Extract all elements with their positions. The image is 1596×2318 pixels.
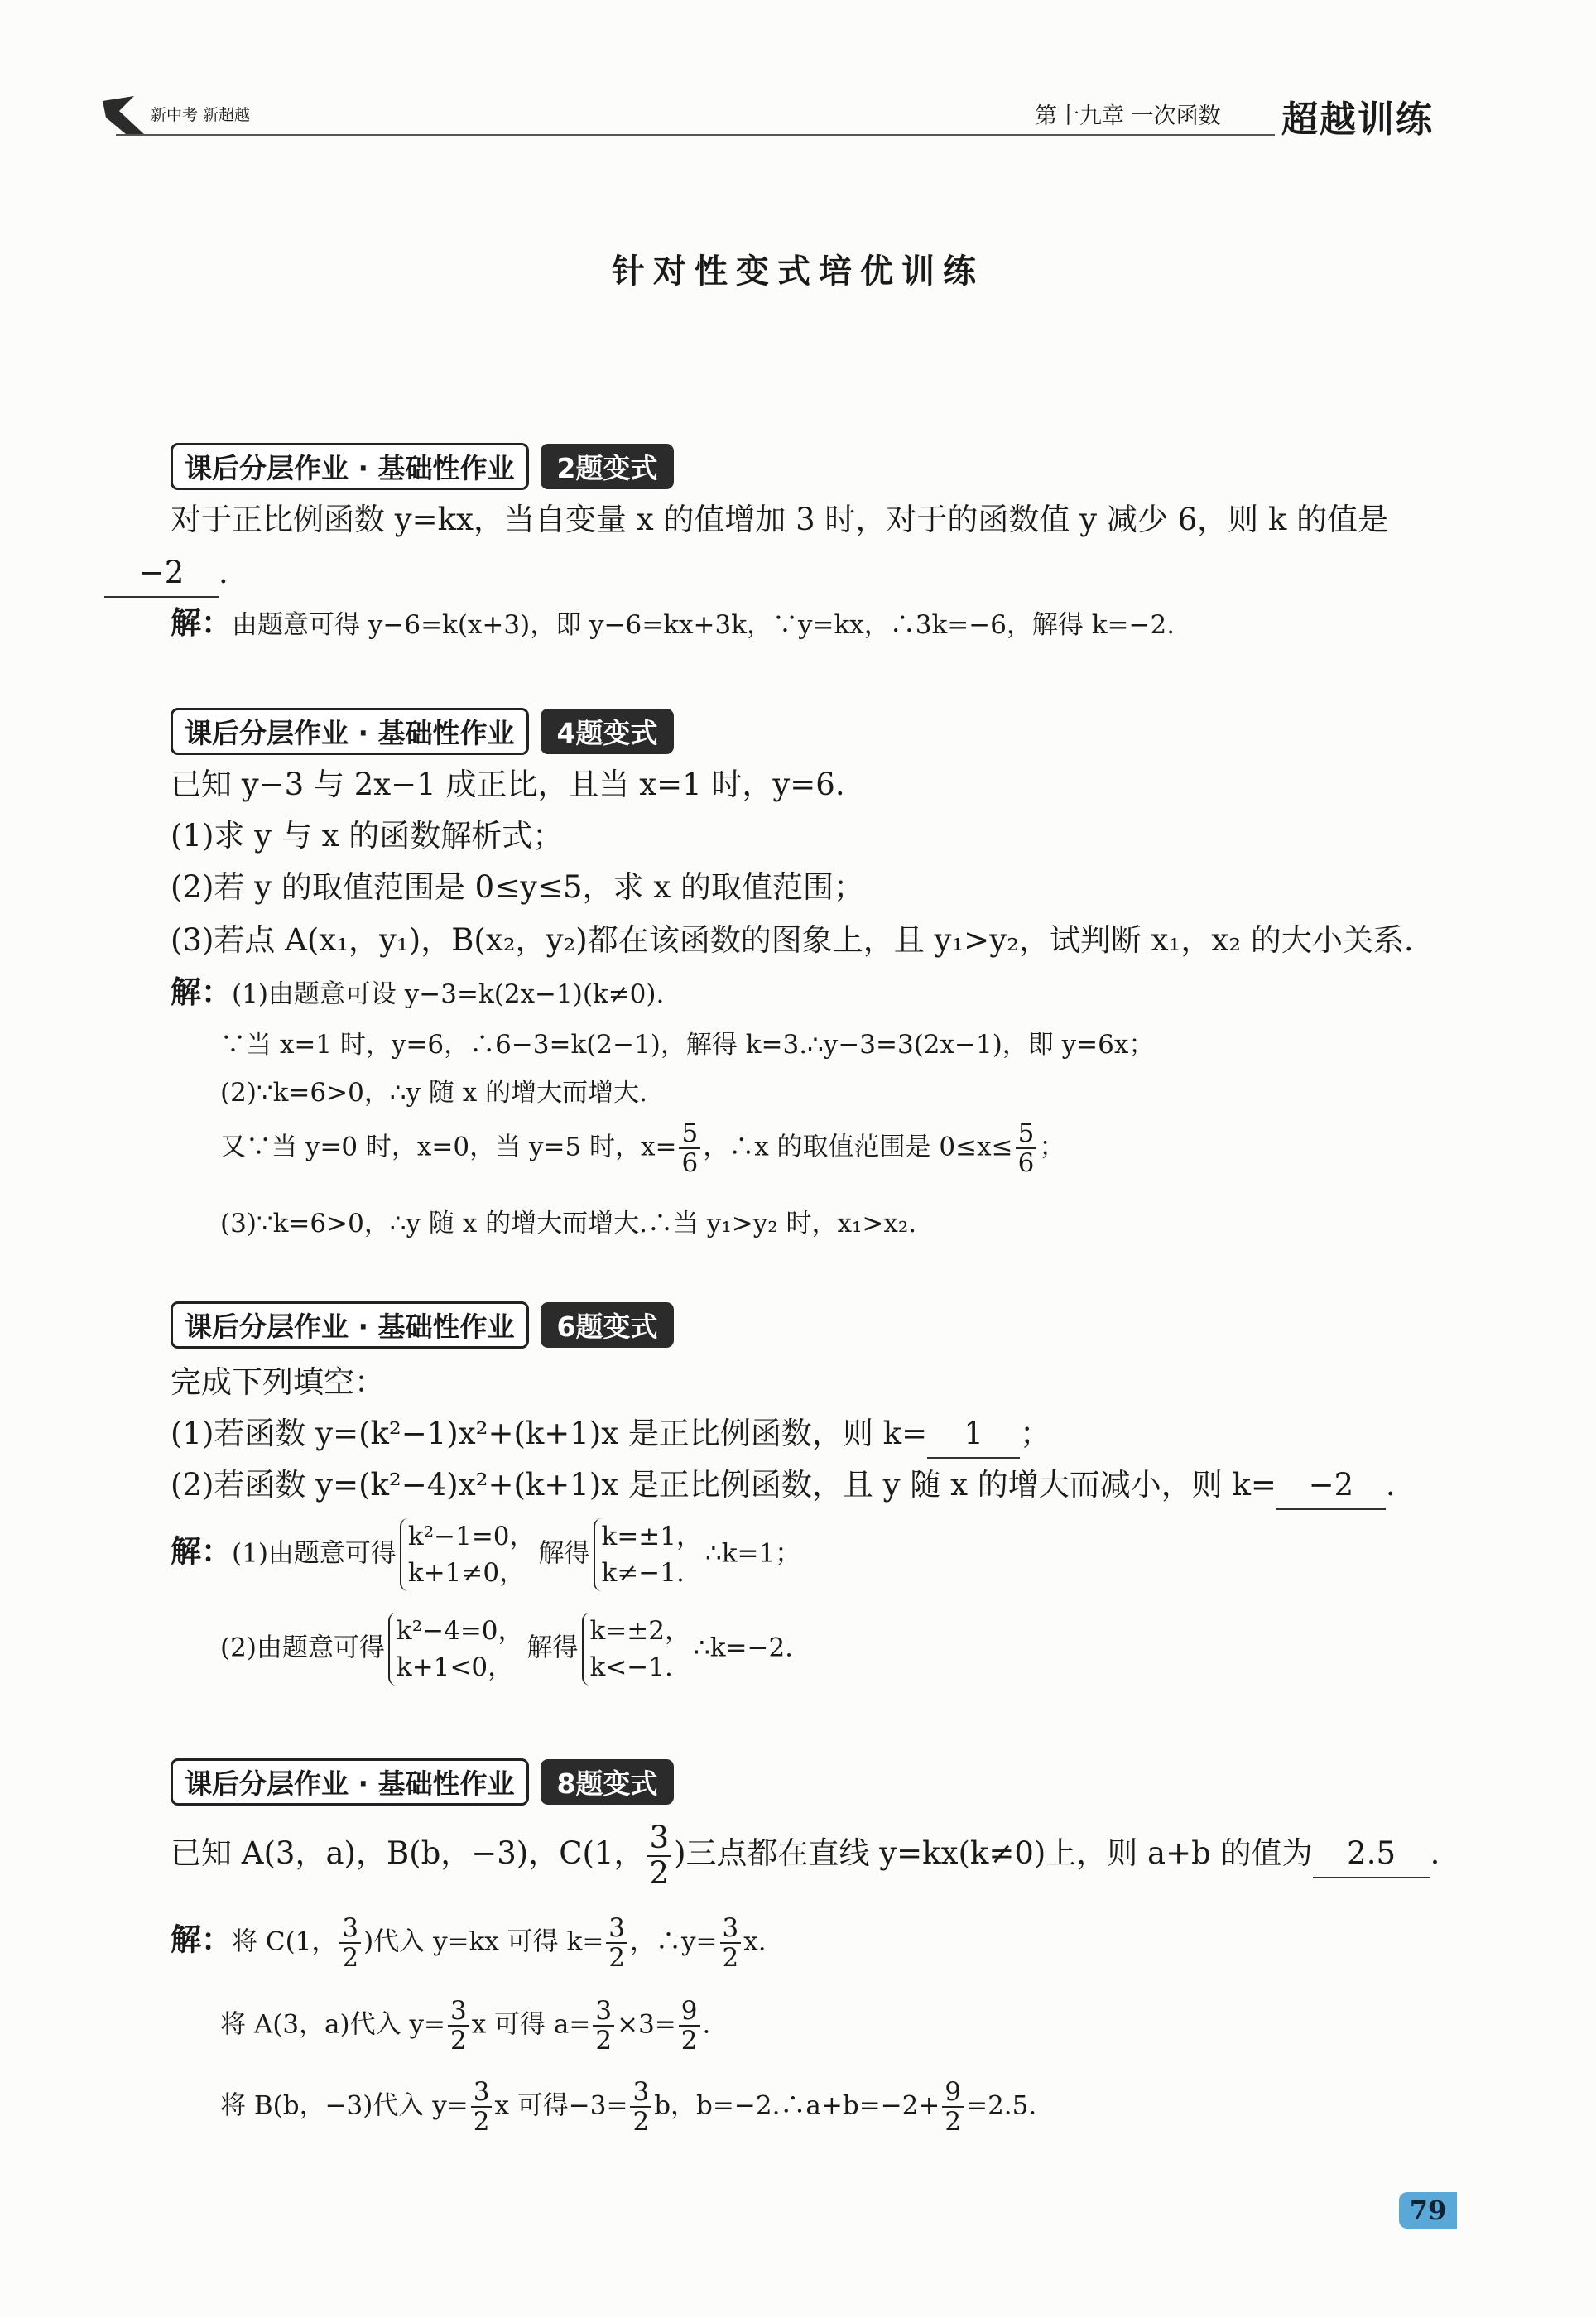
equation-system: k²−4=0， k+1<0， [388,1613,524,1686]
solution-line: 将 B(b，−3)代入 y= $\frac{3}{2}$ x 可得−3= $\frac{3}{2}$ b，b=−2.∴a+b=−2+ $\frac{9}{2}$ =2.5. [220,2077,1037,2138]
answer-line: −2 . [104,550,228,598]
solution-line: (3)∵k=6>0，∴y 随 x 的增大而增大.∴当 y₁>y₂ 时，x₁>x₂. [220,1209,917,1238]
solution-line: (2)∵k=6>0，∴y 随 x 的增大而增大. [220,1078,647,1108]
answer-blank: 1 [927,1411,1020,1459]
section-header [171,708,674,755]
header-chapter: 第十九章 一次函数 [1035,103,1221,129]
question-text: 已知 y−3 与 2x−1 成正比，且当 x=1 时，y=6. [171,767,845,802]
page-number: 79 [1399,2192,1457,2229]
section-header [171,1758,674,1806]
section-tag: 6题变式 [541,1302,675,1348]
solution: 解：(1)由题意可设 y−3=k(2x−1)(k≠0). [171,974,665,1010]
solution: 解：将 C(1， $\frac{3}{2}$ )代入 y=kx 可得 k= $\frac{3}{2}$ ，∴y= $\frac{3}{2}$ x. [171,1913,767,1974]
section-header [171,443,674,490]
section-tag: 2题变式 [541,444,675,489]
header-brand: 新中考 新超越 [151,106,251,124]
section-tag: 8题变式 [541,1759,675,1805]
equation-system: k=±2， k<−1. [582,1613,690,1686]
question-text: 已知 A(3，a)，B(b，−3)，C(1， $\frac{3}{2}$ )三点都在直线 y=kx(k≠0)上，则 a+b 的值为 2.5 . [171,1820,1440,1891]
section-label: 课后分层作业 · 基础性作业 [171,1301,529,1349]
solution: 解：(1)由题意可得k²−1=0， k+1≠0，解得k=±1， k≠−1.∴k=1； [171,1518,800,1591]
section-header [171,1301,674,1349]
question-part: (1)若函数 y=(k²−1)x²+(k+1)x 是正比例函数，则 k= 1 ； [171,1411,1050,1459]
question-part: (2)若函数 y=(k²−4)x²+(k+1)x 是正比例函数，且 y 随 x 的增大而减小，则 k= −2 . [171,1462,1396,1510]
header-series: 超越训练 [1281,99,1434,141]
question-part: (3)若点 A(x₁，y₁)，B(x₂，y₂)都在该函数的图象上，且 y₁>y₂，试判断 x₁，x₂ 的大小关系. [171,922,1414,958]
section-label: 课后分层作业 · 基础性作业 [171,443,529,490]
question-text: 完成下列填空： [171,1364,385,1400]
equation-system: k=±1， k≠−1. [594,1518,702,1591]
header-divider [116,134,1275,136]
question-part: (2)若 y 的取值范围是 0≤y≤5，求 x 的取值范围； [171,869,864,905]
section-label: 课后分层作业 · 基础性作业 [171,708,529,755]
answer-blank: −2 [104,550,219,598]
solution-line: 将 A(3，a)代入 y= $\frac{3}{2}$ x 可得 a= $\frac{3}{2}$ ×3= $\frac{9}{2}$ . [220,1996,711,2056]
solution: 解：由题意可得 y−6=k(x+3)，即 y−6=kx+3k，∵y=kx，∴3k=−6，解得 k=−2. [171,604,1175,641]
section-label: 课后分层作业 · 基础性作业 [171,1758,529,1806]
answer-blank: −2 [1276,1462,1386,1510]
solution-line: ∵当 x=1 时，y=6，∴6−3=k(2−1)，解得 k=3.∴y−3=3(2x−1)，即 y=6x； [220,1030,1155,1060]
fraction: $\frac{5}{6}$ [679,1119,700,1177]
publisher-logo-icon [101,93,147,139]
solution-line: (2)由题意可得k²−4=0， k+1<0，解得k=±2， k<−1.∴k=−2. [220,1613,793,1686]
equation-system: k²−1=0， k+1≠0， [400,1518,536,1591]
question-part: (1)求 y 与 x 的函数解析式； [171,818,564,854]
fraction: $\frac{5}{6}$ [1016,1119,1037,1177]
question-text: 对于正比例函数 y=kx，当自变量 x 的值增加 3 时，对于的函数值 y 减少 6，则 k 的值是 [171,502,1389,537]
section-tag: 4题变式 [541,709,675,754]
page-title: 针对性变式培优训练 [612,252,984,291]
solution-line: 又∵当 y=0 时，x=0，当 y=5 时，x= $\frac{5}{6}$ ，∴x 的取值范围是 0≤x≤ $\frac{5}{6}$ ； [220,1118,1065,1179]
answer-blank: 2.5 [1313,1830,1430,1878]
fraction: $\frac{3}{2}$ [647,1821,672,1890]
